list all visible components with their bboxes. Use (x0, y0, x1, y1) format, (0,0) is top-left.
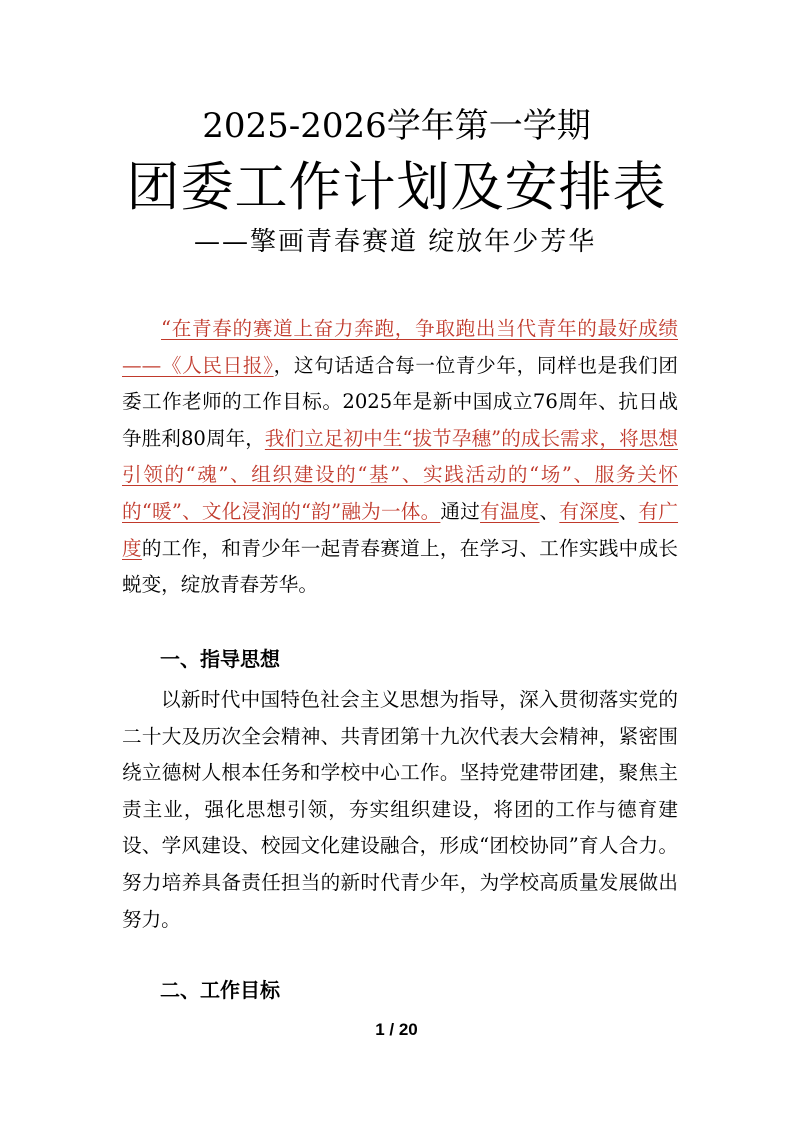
document-title-main: 团委工作计划及安排表 (126, 157, 667, 218)
section-heading-work-goals: 二、工作目标 (160, 980, 280, 1002)
page-number: 1 / 20 (375, 1020, 418, 1039)
intro-goal: 我们立足初中生“拔节孕穗”的成长需求，将思想引领的“魂”、组织建设的“基”、实践活动的“场”、服务关怀的“暖”、文化浸润的“韵”融为一体。 (122, 426, 678, 523)
keyword-separator-2: 、 (618, 499, 639, 523)
intro-text-1: ，这句话适合每一位青少年，同样也是我们团委工作老师的工作目标。2025年是新中国成立76周年、抗日战争胜利80周年， (122, 353, 679, 450)
intro-quote: “在青春的赛道上奋力奔跑，争取跑出当代青年的最好成绩——《人民日报》 (122, 317, 678, 377)
intro-text-3: 的工作，和青少年一起青春赛道上，在学习、工作实践中成长蜕变，绽放青春芳华。 (122, 536, 679, 597)
section-heading-guiding-ideology: 一、指导思想 (160, 649, 280, 671)
intro-paragraph (122, 311, 678, 604)
document-title-term: 2025-2026学年第一学期 (202, 106, 591, 146)
keyword-breadth: 有广度 (122, 499, 679, 560)
keyword-separator-1: 、 (539, 499, 560, 523)
document-subtitle: ——擎画青春赛道 绽放年少芳华 (194, 227, 597, 257)
guiding-ideology-paragraph: 以新时代中国特色社会主义思想为指导，深入贯彻落实党的二十大及历次全会精神、共青团第十九次代表大会精神，紧密围绕立德树人根本任务和学校中心工作。坚持党建带团建，聚焦主责主业，强化思想引领，夯实组织建设，将团的工作与德育建设、学风建设、校园文化建设融合，形成“团校协同”育人合力。努力培养具备责任担当的新时代青少年，为学校高质量发展做出努力。 (122, 688, 678, 931)
intro-text-2: 通过 (440, 499, 481, 523)
keyword-warmth: 有温度 (480, 499, 540, 523)
keyword-depth: 有深度 (559, 499, 619, 523)
